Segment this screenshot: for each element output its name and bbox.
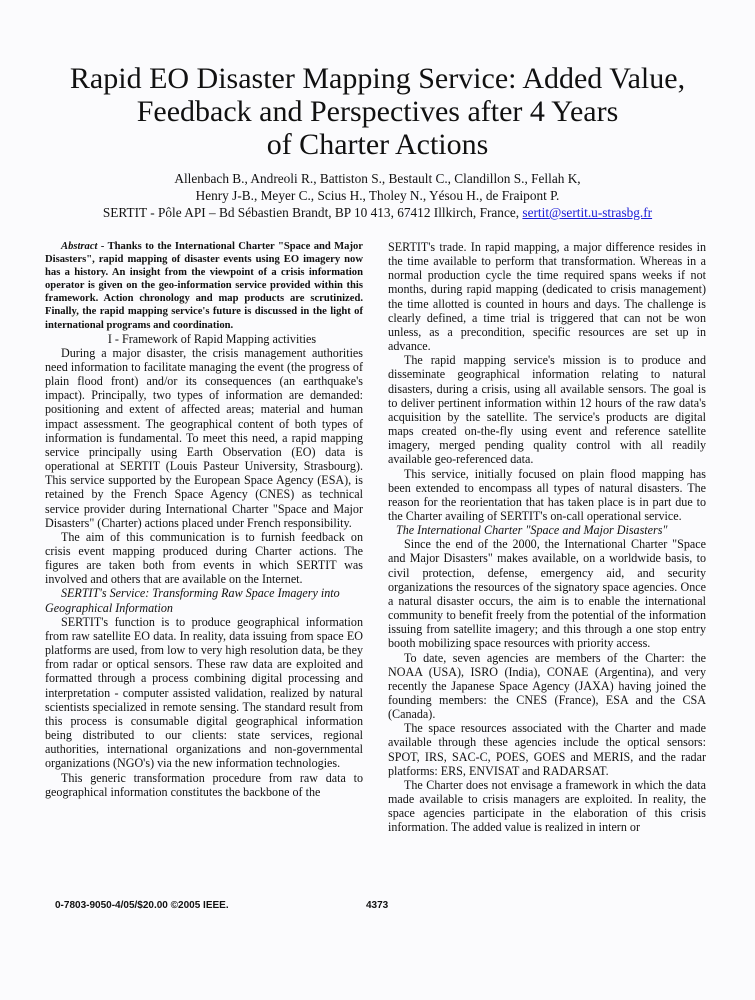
paragraph: During a major disaster, the crisis management authorities need information to facilitate managing the event (the progress of plain flood front) and/or its consequences (an earthquake's impact). Principally, two types of information are demanded: positioning and extent of affected areas; material and human impact assessment. The geographical content of both types of information is fundamental. To meet this need, a rapid mapping service principally using Earth Observation (EO) data is operational at SERTIT (Louis Pasteur University, Strasbourg). This service supported by the European Space Agency (ESA), is retained by the French Space Agency (CNES) as technical service provider during International Charter "Space and Major Disasters" (Charter) actions placed under French responsibility. xyxy=(45,345,363,530)
author-line: Henry J-B., Meyer C., Scius H., Tholey N., Yésou H., de Fraipont P. xyxy=(195,188,560,203)
paragraph: Since the end of the 2000, the International Charter "Space and Major Disasters" makes available, on a worldwide basis, to civil protection, defense, emergency aid, and security organizations the resources of the signatory space agencies. Once a natural disaster occurs, the aim is to enable the international community to benefit freely from the potential of the information issuing from satellite imagery; and this through a one stop entry booth mobilizing space resources with priority access. xyxy=(388,537,706,651)
section-heading: I - Framework of Rapid Mapping activities xyxy=(107,331,317,346)
subsection-heading: The International Charter "Space and Major Disasters" xyxy=(396,523,668,538)
email-link[interactable]: sertit@sertit.u-strasbg.fr xyxy=(522,205,653,220)
paper-title xyxy=(40,62,715,161)
author-line: Allenbach B., Andreoli R., Battiston S., Bestault C., Clandillon S., Fellah K, xyxy=(174,171,581,186)
title-line: Feedback and Perspectives after 4 Years xyxy=(136,95,619,128)
page-number: 4373 xyxy=(366,900,389,911)
paragraph: This generic transformation procedure from raw data to geographical information constitutes the backbone of the xyxy=(45,770,363,799)
affiliation-line xyxy=(30,204,725,221)
paragraph: The rapid mapping service's mission is to produce and disseminate geographical information relating to natural disasters, during a crisis, using all available sensors. The goal is to deliver pertinent information within 12 hours of the raw data's acquisition by the satellite. The service's products are digital maps created on-the-fly using event and reference satellite imagery, merged pending quality control with all readily available geo-referenced data. xyxy=(388,353,706,467)
affiliation-text: SERTIT - Pôle API – Bd Sébastien Brandt, BP 10 413, 67412 Illkirch, France, xyxy=(102,205,523,220)
paragraph: SERTIT's trade. In rapid mapping, a major difference resides in the time available to perform that transformation. Whereas in a normal production cycle the time required spans weeks if not months, during rapid mapping (dedicated to crisis management) the time allotted is counted in hours and days. The challenge is clearly defined, a time trial is triggered that can not be won unless, as a precondition, specific resources are set up in advance. xyxy=(388,240,706,354)
paragraph: This service, initially focused on plain flood mapping has been extended to encompass all types of natural disasters. The reason for the reorientation that has taken place is in part due to the Charter availing of SERTIT's on-call operational service. xyxy=(388,466,706,523)
paragraph: To date, seven agencies are members of the Charter: the NOAA (USA), ISRO (India), CONAE (Argentina), and very recently the Japanese Space Agency (JAXA) having joined the founding members: the CNES (France), ESA and the CSA (Canada). xyxy=(388,650,706,722)
abstract-label: Abstract - xyxy=(61,241,105,252)
title-line: of Charter Actions xyxy=(266,128,489,161)
copyright-notice: 0-7803-9050-4/05/$20.00 ©2005 IEEE. xyxy=(55,900,229,911)
abstract-text: Thanks to the International Charter "Space and Major Disasters", rapid mapping of disaster events using EO imagery now has a history. An insight from the viewpoint of a crisis information operator is given on the geo-information service provided within this framework. Action chronology and map products are scrutinized. Finally, the rapid mapping service's future is discussed in the light of international programs and coordination. xyxy=(45,241,363,331)
paragraph: The space resources associated with the Charter and made available through these agencies include the optical sensors: SPOT, IRS, SAC-C, POES, GOES and MERIS, and the radar platforms: ERS, ENVISAT and RADARSAT. xyxy=(388,721,706,778)
paragraph: The aim of this communication is to furnish feedback on crisis event mapping produced during Charter actions. The figures are taken both from events in which SERTIT was involved and others that are available on the Internet. xyxy=(45,529,363,587)
paragraph: SERTIT's function is to produce geographical information from raw satellite EO data. In reality, data issuing from space EO platforms are used, from low to very high resolution data, be they from radar or optical sensors. These raw data are exploited and formatted through a process combining digital processing and interpretation - computer assisted validation, realized by natural scientists specialized in remote sensing. The standard result from this process is consumable digital geographical information being distributed to our clients: state services, regional authorities, international organizations and non-governmental organizations (NGO's) via the new information technologies. xyxy=(45,614,363,771)
author-block xyxy=(30,170,725,221)
subsection-heading: SERTIT's Service: Transforming Raw Space Imagery into Geographical Information xyxy=(45,586,340,615)
title-line: Rapid EO Disaster Mapping Service: Added Value, xyxy=(69,62,686,95)
left-column xyxy=(45,240,363,799)
abstract xyxy=(45,240,363,332)
paragraph: The Charter does not envisage a framework in which the data made available to crisis managers are exploited. In reality, the space agencies participate in the elaboration of this crisis information. The added value is realized in intern or xyxy=(388,777,706,835)
right-column xyxy=(388,240,706,835)
